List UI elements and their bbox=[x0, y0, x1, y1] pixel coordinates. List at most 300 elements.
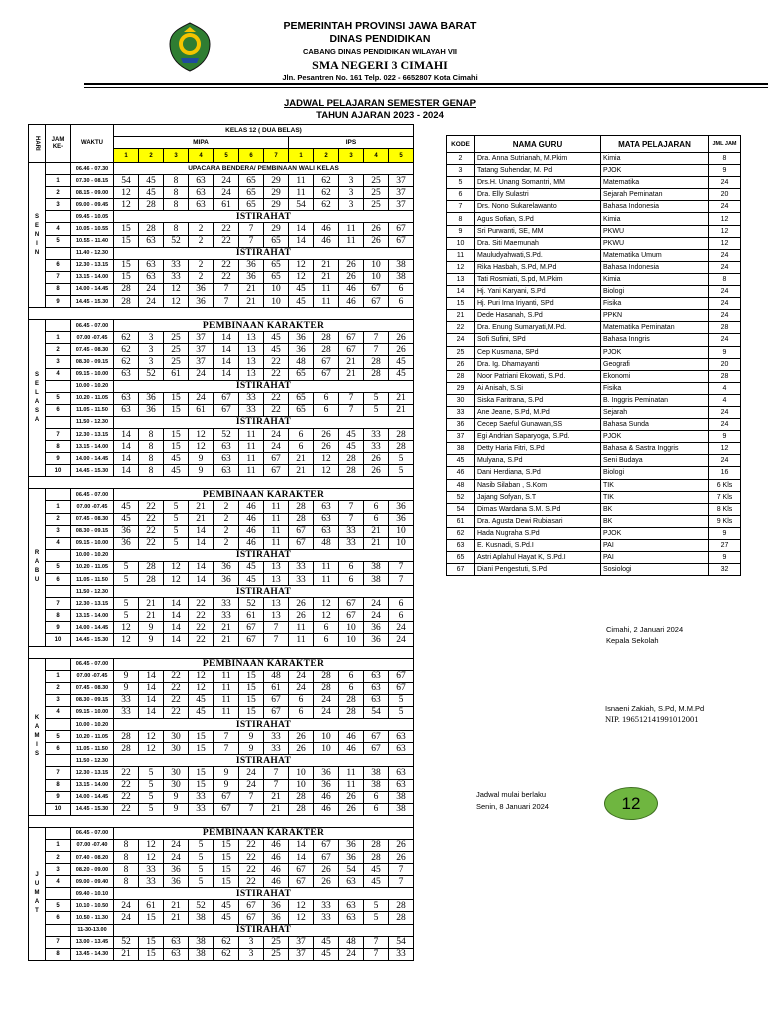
cell-ips-5: 21 bbox=[389, 404, 414, 416]
waktu: 06.45 - 07.00 bbox=[71, 489, 114, 501]
istirahat-band: ISTIRAHAT bbox=[114, 211, 414, 223]
teacher-nama-guru: Dra. Anna Sutrianah, M.Pkim bbox=[475, 153, 601, 165]
teacher-nama-guru: Mauludyahwati,S.Pd. bbox=[475, 249, 601, 261]
cell-ips-2: 46 bbox=[314, 223, 339, 235]
teacher-jml-jam: 24 bbox=[709, 261, 741, 273]
cell-mipa-6: 36 bbox=[239, 271, 264, 283]
teacher-mata-pelajaran: BK bbox=[601, 503, 709, 515]
cell-mipa-4: 38 bbox=[189, 936, 214, 948]
schedule-row bbox=[29, 235, 414, 247]
teacher-mata-pelajaran: BK bbox=[601, 515, 709, 527]
cell-mipa-5: 24 bbox=[214, 175, 239, 187]
teacher-jml-jam: 32 bbox=[709, 564, 741, 576]
schedule-row bbox=[29, 888, 414, 900]
cell-mipa-7: 22 bbox=[264, 404, 289, 416]
teacher-kode: 14 bbox=[447, 286, 475, 298]
cell-mipa-6: 45 bbox=[239, 561, 264, 573]
cell-mipa-1: 62 bbox=[114, 344, 139, 356]
cell-ips-4: 33 bbox=[364, 441, 389, 453]
jam-ke: 1 bbox=[46, 839, 71, 851]
jam-ke: 6 bbox=[46, 912, 71, 924]
jam-ke-empty bbox=[46, 211, 71, 223]
cell-ips-2: 46 bbox=[314, 235, 339, 247]
cell-ips-1: 6 bbox=[289, 694, 314, 706]
cell-mipa-2: 61 bbox=[139, 900, 164, 912]
cell-mipa-5: 11 bbox=[214, 706, 239, 718]
pembinaan-band: PEMBINAAN KARAKTER bbox=[114, 489, 414, 501]
cell-mipa-2: 14 bbox=[139, 682, 164, 694]
sign-name: Isnaeni Zakiah, S.Pd, M.M.Pd bbox=[605, 704, 705, 713]
cell-ips-1: 10 bbox=[289, 767, 314, 779]
teacher-nama-guru: Tatang Suhendar, M. Pd bbox=[475, 165, 601, 177]
cell-ips-1: 65 bbox=[289, 392, 314, 404]
cell-mipa-6: 22 bbox=[239, 876, 264, 888]
istirahat-band: ISTIRAHAT bbox=[114, 380, 414, 392]
cell-ips-2: 28 bbox=[314, 670, 339, 682]
cell-mipa-4: 45 bbox=[189, 706, 214, 718]
teacher-jml-jam: 16 bbox=[709, 467, 741, 479]
teacher-nama-guru: Dani Herdiana, S.Pd bbox=[475, 467, 601, 479]
cell-mipa-7: 11 bbox=[264, 537, 289, 549]
cell-ips-1: 24 bbox=[289, 682, 314, 694]
cell-mipa-4: 38 bbox=[189, 948, 214, 960]
cell-mipa-1: 36 bbox=[114, 537, 139, 549]
cell-ips-4: 5 bbox=[364, 404, 389, 416]
waktu: 08.20 - 09.00 bbox=[71, 864, 114, 876]
cell-mipa-2: 9 bbox=[139, 634, 164, 646]
cell-ips-4: 26 bbox=[364, 223, 389, 235]
cell-ips-5: 5 bbox=[389, 706, 414, 718]
cell-mipa-7: 22 bbox=[264, 368, 289, 380]
teacher-row bbox=[447, 322, 741, 334]
waktu: 09.15 - 10.00 bbox=[71, 706, 114, 718]
cell-mipa-4: 36 bbox=[189, 283, 214, 295]
waktu: 11.40 - 12.30 bbox=[71, 247, 114, 259]
jam-ke: 3 bbox=[46, 864, 71, 876]
waktu: 11.05 - 11.50 bbox=[71, 743, 114, 755]
cell-mipa-1: 45 bbox=[114, 513, 139, 525]
teacher-row bbox=[447, 370, 741, 382]
cell-mipa-4: 63 bbox=[189, 187, 214, 199]
teacher-mata-pelajaran: PKWU bbox=[601, 225, 709, 237]
cell-mipa-3: 25 bbox=[164, 344, 189, 356]
teacher-mata-pelajaran: Bahasa Sunda bbox=[601, 419, 709, 431]
cell-ips-2: 11 bbox=[314, 296, 339, 308]
teacher-nama-guru: Dra. Ig. Dhamayanti bbox=[475, 358, 601, 370]
cell-ips-1: 26 bbox=[289, 610, 314, 622]
cell-mipa-5: 33 bbox=[214, 610, 239, 622]
cell-mipa-3: 14 bbox=[164, 598, 189, 610]
cell-ips-3: 67 bbox=[339, 344, 364, 356]
cell-mipa-3: 22 bbox=[164, 670, 189, 682]
cell-mipa-3: 12 bbox=[164, 574, 189, 586]
jam-ke: 7 bbox=[46, 428, 71, 440]
cell-mipa-6: 46 bbox=[239, 513, 264, 525]
cell-ips-5: 38 bbox=[389, 791, 414, 803]
teacher-nama-guru: Nasib Silaban , S.Kom bbox=[475, 479, 601, 491]
cell-ips-2: 24 bbox=[314, 694, 339, 706]
cell-mipa-5: 22 bbox=[214, 259, 239, 271]
cell-ips-5: 26 bbox=[389, 851, 414, 863]
cell-mipa-1: 28 bbox=[114, 731, 139, 743]
waktu: 10.20 - 11.05 bbox=[71, 731, 114, 743]
cell-ips-5: 38 bbox=[389, 271, 414, 283]
teacher-mata-pelajaran: Fisika bbox=[601, 298, 709, 310]
cell-ips-4: 6 bbox=[364, 803, 389, 815]
teacher-jml-jam: 6 Kls bbox=[709, 479, 741, 491]
cell-mipa-4: 22 bbox=[189, 634, 214, 646]
cell-mipa-4: 52 bbox=[189, 900, 214, 912]
istirahat-band: ISTIRAHAT bbox=[114, 247, 414, 259]
cell-ips-5: 6 bbox=[389, 610, 414, 622]
cell-mipa-6: 46 bbox=[239, 537, 264, 549]
cell-mipa-3: 30 bbox=[164, 767, 189, 779]
cell-ips-1: 14 bbox=[289, 223, 314, 235]
cell-mipa-6: 61 bbox=[239, 610, 264, 622]
cell-mipa-7: 11 bbox=[264, 513, 289, 525]
cell-mipa-1: 8 bbox=[114, 864, 139, 876]
schedule-row bbox=[29, 187, 414, 199]
schedule-row bbox=[29, 755, 414, 767]
cell-ips-5: 67 bbox=[389, 223, 414, 235]
teacher-kode: 10 bbox=[447, 237, 475, 249]
header-jam: JAM KE- bbox=[46, 125, 71, 163]
schedule-row bbox=[29, 803, 414, 815]
cell-mipa-1: 24 bbox=[114, 900, 139, 912]
letterhead-rule-thick bbox=[84, 83, 768, 85]
teacher-jml-jam: 12 bbox=[709, 237, 741, 249]
teacher-nama-guru: Siska Faritrana, S.Pd bbox=[475, 394, 601, 406]
cell-ips-1: 36 bbox=[289, 344, 314, 356]
cell-ips-3: 26 bbox=[339, 791, 364, 803]
teacher-kode: 26 bbox=[447, 358, 475, 370]
teacher-nama-guru: Hada Nugraha S.Pd bbox=[475, 527, 601, 539]
cell-mipa-2: 5 bbox=[139, 803, 164, 815]
jam-ke: 2 bbox=[46, 344, 71, 356]
teacher-mata-pelajaran: Kimia bbox=[601, 153, 709, 165]
schedule-row bbox=[29, 223, 414, 235]
teacher-jml-jam: 8 Kls bbox=[709, 503, 741, 515]
teacher-mata-pelajaran: Seni Budaya bbox=[601, 455, 709, 467]
cell-mipa-1: 54 bbox=[114, 175, 139, 187]
waktu: 07.40 - 08.20 bbox=[71, 851, 114, 863]
jam-ke: 7 bbox=[46, 767, 71, 779]
jam-ke: 6 bbox=[46, 743, 71, 755]
cell-mipa-7: 67 bbox=[264, 694, 289, 706]
cell-mipa-2: 33 bbox=[139, 864, 164, 876]
cell-ips-4: 26 bbox=[364, 235, 389, 247]
cell-ips-3: 46 bbox=[339, 743, 364, 755]
day-name-text: S E N I N bbox=[34, 213, 40, 256]
jam-ke-empty bbox=[46, 827, 71, 839]
cell-mipa-7: 13 bbox=[264, 598, 289, 610]
teacher-kode: 8 bbox=[447, 213, 475, 225]
cell-ips-5: 24 bbox=[389, 634, 414, 646]
cell-mipa-2: 21 bbox=[139, 598, 164, 610]
cell-mipa-4: 24 bbox=[189, 392, 214, 404]
cell-ips-4: 6 bbox=[364, 791, 389, 803]
cell-mipa-7: 24 bbox=[264, 428, 289, 440]
cell-mipa-7: 29 bbox=[264, 199, 289, 211]
cell-ips-3: 28 bbox=[339, 453, 364, 465]
jam-ke: 3 bbox=[46, 199, 71, 211]
cell-ips-3: 10 bbox=[339, 634, 364, 646]
cell-ips-3: 33 bbox=[339, 537, 364, 549]
schedule-row bbox=[29, 380, 414, 392]
cell-mipa-6: 24 bbox=[239, 767, 264, 779]
schedule-row bbox=[29, 368, 414, 380]
teacher-mata-pelajaran: Bahasa Indonesia bbox=[601, 201, 709, 213]
cell-mipa-4: 61 bbox=[189, 404, 214, 416]
cell-ips-3: 48 bbox=[339, 936, 364, 948]
cell-mipa-2: 45 bbox=[139, 175, 164, 187]
cell-mipa-7: 11 bbox=[264, 501, 289, 513]
cell-mipa-7: 36 bbox=[264, 912, 289, 924]
cell-ips-1: 67 bbox=[289, 537, 314, 549]
cell-ips-5: 26 bbox=[389, 839, 414, 851]
cell-ips-1: 28 bbox=[289, 803, 314, 815]
jam-ke: 5 bbox=[46, 731, 71, 743]
teacher-jml-jam: 24 bbox=[709, 177, 741, 189]
cell-mipa-6: 22 bbox=[239, 839, 264, 851]
cell-mipa-3: 15 bbox=[164, 404, 189, 416]
cell-mipa-7: 22 bbox=[264, 392, 289, 404]
teacher-mata-pelajaran: Biologi bbox=[601, 286, 709, 298]
cell-ips-4: 7 bbox=[364, 344, 389, 356]
teacher-row bbox=[447, 503, 741, 515]
jam-ke: 2 bbox=[46, 851, 71, 863]
teacher-nama-guru: Hj. Yani Karyani, S.Pd bbox=[475, 286, 601, 298]
cell-ips-5: 6 bbox=[389, 296, 414, 308]
cell-mipa-1: 62 bbox=[114, 356, 139, 368]
schedule-row bbox=[29, 791, 414, 803]
cell-mipa-4: 22 bbox=[189, 622, 214, 634]
cell-ips-1: 11 bbox=[289, 622, 314, 634]
teacher-jml-jam: 27 bbox=[709, 540, 741, 552]
waktu: 08.30 - 09.15 bbox=[71, 356, 114, 368]
waktu: 13.15 - 14.00 bbox=[71, 779, 114, 791]
jam-ke-empty bbox=[46, 719, 71, 731]
cell-ips-4: 33 bbox=[364, 428, 389, 440]
cell-ips-3: 21 bbox=[339, 356, 364, 368]
cell-ips-3: 45 bbox=[339, 441, 364, 453]
schedule-row bbox=[29, 827, 414, 839]
cell-mipa-6: 22 bbox=[239, 864, 264, 876]
teacher-nama-guru: Sofi Sufini, SPd bbox=[475, 334, 601, 346]
cell-mipa-2: 3 bbox=[139, 356, 164, 368]
day-separator bbox=[29, 646, 414, 658]
cell-mipa-4: 5 bbox=[189, 876, 214, 888]
cell-mipa-1: 63 bbox=[114, 404, 139, 416]
teacher-nama-guru: Drs.H. Unang Somantri, MM bbox=[475, 177, 601, 189]
cell-mipa-5: 11 bbox=[214, 694, 239, 706]
cell-ips-1: 37 bbox=[289, 948, 314, 960]
istirahat-band: ISTIRAHAT bbox=[114, 586, 414, 598]
cell-mipa-3: 5 bbox=[164, 501, 189, 513]
cell-mipa-2: 12 bbox=[139, 731, 164, 743]
teacher-row bbox=[447, 455, 741, 467]
cell-ips-2: 63 bbox=[314, 525, 339, 537]
schedule-row bbox=[29, 658, 414, 670]
cell-mipa-3: 24 bbox=[164, 851, 189, 863]
schedule-row bbox=[29, 247, 414, 259]
cell-ips-5: 28 bbox=[389, 428, 414, 440]
waktu: 09.45 - 10.05 bbox=[71, 211, 114, 223]
cell-ips-3: 6 bbox=[339, 574, 364, 586]
teacher-nama-guru: Jajang Sofyan, S.T bbox=[475, 491, 601, 503]
cell-ips-1: 37 bbox=[289, 936, 314, 948]
cell-mipa-1: 15 bbox=[114, 271, 139, 283]
teacher-mata-pelajaran: PAI bbox=[601, 552, 709, 564]
jam-ke-empty bbox=[46, 658, 71, 670]
jam-ke: 8 bbox=[46, 948, 71, 960]
cell-ips-2: 26 bbox=[314, 876, 339, 888]
jam-ke: 10 bbox=[46, 465, 71, 477]
jam-ke: 9 bbox=[46, 622, 71, 634]
cell-mipa-1: 14 bbox=[114, 428, 139, 440]
cell-mipa-6: 46 bbox=[239, 501, 264, 513]
validity-line-2: Senin, 8 Januari 2024 bbox=[476, 802, 549, 811]
cell-mipa-4: 37 bbox=[189, 356, 214, 368]
header-mipa-3: 3 bbox=[164, 149, 189, 163]
cell-mipa-3: 8 bbox=[164, 199, 189, 211]
teacher-kode: 36 bbox=[447, 419, 475, 431]
header-ips-3: 3 bbox=[339, 149, 364, 163]
cell-mipa-7: 45 bbox=[264, 332, 289, 344]
cell-mipa-7: 46 bbox=[264, 851, 289, 863]
cell-mipa-4: 2 bbox=[189, 223, 214, 235]
header-mipa-5: 5 bbox=[214, 149, 239, 163]
cell-ips-1: 67 bbox=[289, 864, 314, 876]
teacher-mata-pelajaran: Fisika bbox=[601, 382, 709, 394]
day-separator-cell bbox=[29, 646, 414, 658]
cell-mipa-5: 21 bbox=[214, 622, 239, 634]
teacher-nama-guru: Mulyana, S.Pd bbox=[475, 455, 601, 467]
cell-ips-4: 28 bbox=[364, 368, 389, 380]
schedule-row bbox=[29, 199, 414, 211]
cell-mipa-2: 36 bbox=[139, 404, 164, 416]
cell-ips-2: 63 bbox=[314, 501, 339, 513]
cell-mipa-7: 7 bbox=[264, 767, 289, 779]
cell-mipa-3: 33 bbox=[164, 271, 189, 283]
teacher-row bbox=[447, 515, 741, 527]
waktu: 07.30 - 08.15 bbox=[71, 175, 114, 187]
cell-mipa-2: 24 bbox=[139, 296, 164, 308]
cell-ips-2: 26 bbox=[314, 428, 339, 440]
cell-mipa-3: 5 bbox=[164, 537, 189, 549]
waktu: 14.00 - 14.45 bbox=[71, 791, 114, 803]
cell-ips-4: 26 bbox=[364, 465, 389, 477]
teacher-kode: 2 bbox=[447, 153, 475, 165]
cell-ips-1: 12 bbox=[289, 259, 314, 271]
jam-ke: 9 bbox=[46, 791, 71, 803]
teacher-jml-jam: 8 bbox=[709, 153, 741, 165]
cell-mipa-1: 15 bbox=[114, 259, 139, 271]
teacher-kode: 48 bbox=[447, 479, 475, 491]
cell-ips-2: 6 bbox=[314, 634, 339, 646]
waktu: 07.00 -07.45 bbox=[71, 332, 114, 344]
cell-ips-5: 54 bbox=[389, 936, 414, 948]
cell-ips-3: 63 bbox=[339, 876, 364, 888]
teacher-row bbox=[447, 201, 741, 213]
cell-mipa-1: 14 bbox=[114, 453, 139, 465]
teacher-jml-jam: 20 bbox=[709, 358, 741, 370]
cell-mipa-6: 45 bbox=[239, 574, 264, 586]
jam-ke: 5 bbox=[46, 561, 71, 573]
jam-ke: 2 bbox=[46, 513, 71, 525]
cell-mipa-3: 61 bbox=[164, 368, 189, 380]
document-subtitle: TAHUN AJARAN 2023 - 2024 bbox=[316, 110, 444, 121]
cell-ips-5: 45 bbox=[389, 368, 414, 380]
teacher-kode: 63 bbox=[447, 540, 475, 552]
cell-mipa-7: 65 bbox=[264, 271, 289, 283]
cell-ips-5: 24 bbox=[389, 622, 414, 634]
cell-mipa-3: 22 bbox=[164, 694, 189, 706]
cell-mipa-1: 5 bbox=[114, 561, 139, 573]
cell-mipa-1: 5 bbox=[114, 610, 139, 622]
jam-ke: 7 bbox=[46, 598, 71, 610]
cell-ips-4: 7 bbox=[364, 948, 389, 960]
cell-mipa-6: 7 bbox=[239, 223, 264, 235]
letterhead-line-1: PEMERINTAH PROVINSI JAWA BARAT bbox=[283, 20, 477, 32]
cell-mipa-5: 7 bbox=[214, 731, 239, 743]
cell-mipa-3: 63 bbox=[164, 948, 189, 960]
istirahat-band: ISTIRAHAT bbox=[114, 549, 414, 561]
waktu: 06.45 - 07.00 bbox=[71, 320, 114, 332]
waktu: 13.15 - 14.00 bbox=[71, 271, 114, 283]
cell-mipa-2: 28 bbox=[139, 561, 164, 573]
cell-mipa-2: 24 bbox=[139, 283, 164, 295]
teacher-kode: 21 bbox=[447, 310, 475, 322]
header-mipa-4: 4 bbox=[189, 149, 214, 163]
cell-ips-1: 45 bbox=[289, 283, 314, 295]
cell-mipa-4: 45 bbox=[189, 694, 214, 706]
cell-mipa-2: 22 bbox=[139, 537, 164, 549]
cell-mipa-6: 13 bbox=[239, 344, 264, 356]
teacher-nama-guru: Dimas Wardana S.M. S.Pd bbox=[475, 503, 601, 515]
waktu: 14.45 - 15.30 bbox=[71, 465, 114, 477]
teacher-mata-pelajaran: Bahasa & Sastra Inggris bbox=[601, 443, 709, 455]
validity-line-1: Jadwal mulai berlaku bbox=[476, 790, 547, 799]
schedule-row bbox=[29, 924, 414, 936]
cell-ips-3: 3 bbox=[339, 175, 364, 187]
jam-ke-empty bbox=[46, 549, 71, 561]
cell-ips-5: 67 bbox=[389, 235, 414, 247]
schedule-row bbox=[29, 767, 414, 779]
teacher-kode: 6 bbox=[447, 189, 475, 201]
cell-mipa-3: 36 bbox=[164, 876, 189, 888]
cell-ips-5: 67 bbox=[389, 682, 414, 694]
cell-ips-4: 38 bbox=[364, 574, 389, 586]
cell-mipa-3: 14 bbox=[164, 622, 189, 634]
cell-ips-1: 10 bbox=[289, 779, 314, 791]
cell-mipa-4: 63 bbox=[189, 175, 214, 187]
cell-mipa-7: 22 bbox=[264, 356, 289, 368]
schedule-row bbox=[29, 320, 414, 332]
jam-ke: 5 bbox=[46, 235, 71, 247]
schedule-row bbox=[29, 694, 414, 706]
cell-mipa-4: 5 bbox=[189, 851, 214, 863]
teacher-row bbox=[447, 261, 741, 273]
schedule-row bbox=[29, 598, 414, 610]
cell-mipa-2: 52 bbox=[139, 368, 164, 380]
cell-ips-3: 36 bbox=[339, 839, 364, 851]
letterhead-line-2: DINAS PENDIDIKAN bbox=[329, 33, 431, 45]
cell-mipa-4: 14 bbox=[189, 574, 214, 586]
teacher-row bbox=[447, 286, 741, 298]
cell-mipa-1: 5 bbox=[114, 598, 139, 610]
teacher-jml-jam: 20 bbox=[709, 189, 741, 201]
